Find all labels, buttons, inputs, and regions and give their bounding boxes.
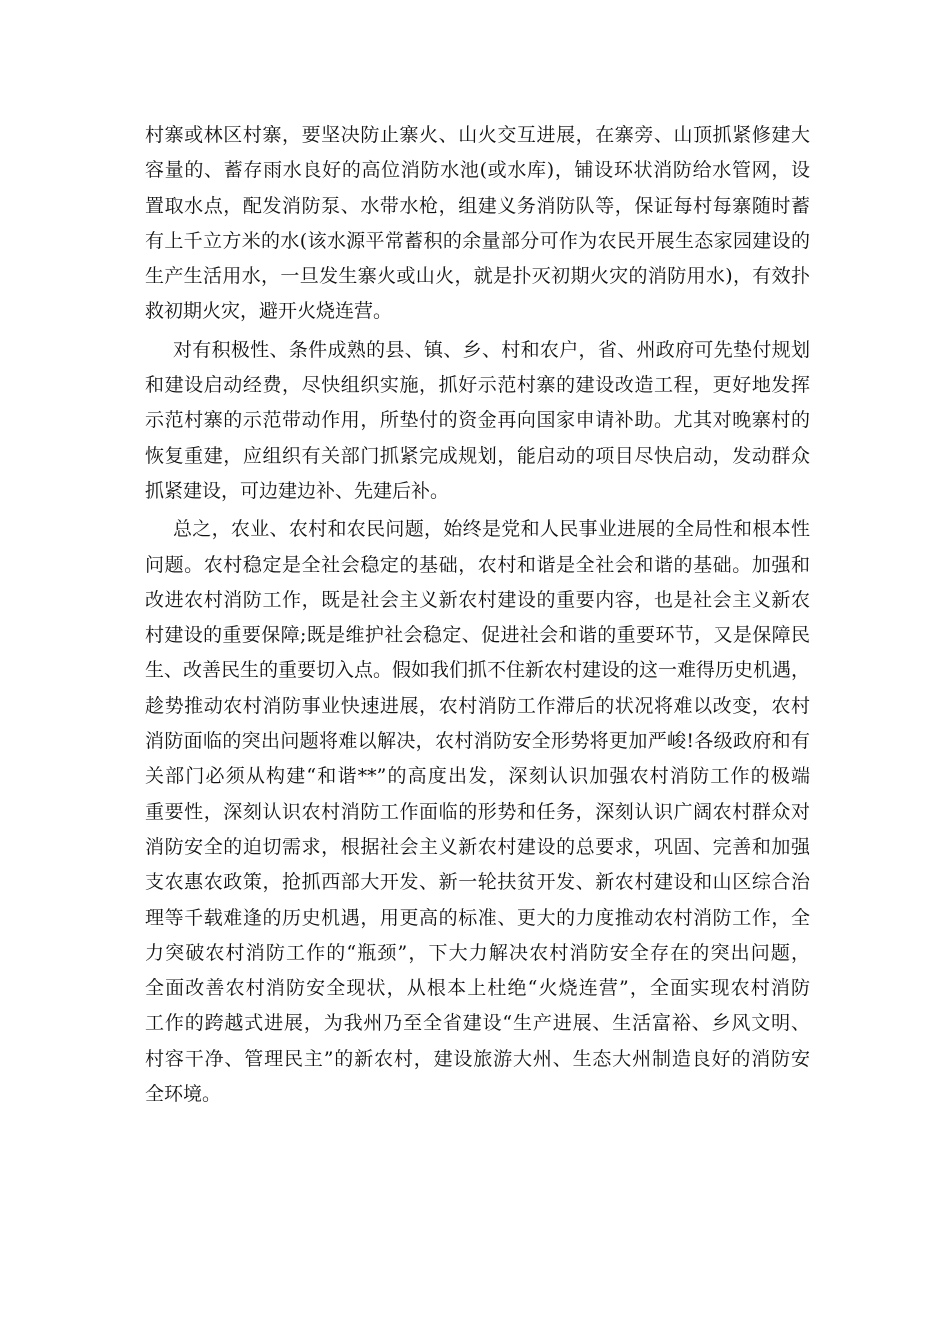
paragraph-1 bbox=[145, 118, 810, 330]
text-line: 问题。农村稳定是全社会稳定的基础，农村和谐是全社会和谐的基础。加强和 bbox=[145, 553, 810, 576]
text-line: 生、改善民生的重要切入点。假如我们抓不住新农村建设的这一难得历史机遇， bbox=[145, 659, 811, 682]
document-body bbox=[145, 118, 810, 1115]
text-line: 重要性，深刻认识农村消防工作面临的形势和任务，深刻认识广阔农村群众对 bbox=[145, 800, 810, 823]
text-line: 救初期火灾，避开火烧连营。 bbox=[145, 300, 393, 323]
text-line: 消防安全的迫切需求，根据社会主义新农村建设的总要求，巩固、完善和加强 bbox=[145, 835, 810, 858]
text-line: 理等千载难逢的历史机遇，用更高的标准、更大的力度推动农村消防工作，全 bbox=[145, 906, 810, 929]
text-line: 抓紧建设，可边建边补、先建后补。 bbox=[145, 479, 450, 502]
paragraph-3 bbox=[145, 512, 810, 1112]
text-line: 村容干净、管理民主”的新农村，建设旅游大州、生态大州制造良好的消防安 bbox=[145, 1047, 810, 1070]
text-line: 置取水点，配发消防泵、水带水枪，组建义务消防队等，保证每村每寨随时蓄 bbox=[145, 194, 810, 217]
text-line: 对有积极性、条件成熟的县、镇、乡、村和农户，省、州政府可先垫付规划 bbox=[173, 338, 810, 361]
text-line: 和建设启动经费，尽快组织实施，抓好示范村寨的建设改造工程，更好地发挥 bbox=[145, 374, 810, 397]
text-line: 示范村寨的示范带动作用，所垫付的资金再向国家申请补助。尤其对晚寨村的 bbox=[145, 409, 810, 432]
text-line: 支农惠农政策，抢抓西部大开发、新一轮扶贫开发、新农村建设和山区综合治 bbox=[145, 871, 810, 894]
text-line: 改进农村消防工作，既是社会主义新农村建设的重要内容，也是社会主义新农 bbox=[145, 588, 810, 611]
text-line: 村建设的重要保障;既是维护社会稳定、促进社会和谐的重要环节，又是保障民 bbox=[145, 624, 810, 647]
text-line: 消防面临的突出问题将难以解决，农村消防安全形势将更加严峻!各级政府和有 bbox=[145, 730, 810, 753]
text-line: 工作的跨越式进展，为我州乃至全省建设“生产进展、生活富裕、乡风文明、 bbox=[145, 1012, 810, 1035]
text-line: 生产生活用水，一旦发生寨火或山火，就是扑灭初期火灾的消防用水)，有效扑 bbox=[145, 265, 810, 288]
text-line: 有上千立方米的水(该水源平常蓄积的余量部分可作为农民开展生态家园建设的 bbox=[145, 229, 810, 252]
text-line: 趁势推动农村消防事业快速进展，农村消防工作滞后的状况将难以改变，农村 bbox=[145, 694, 810, 717]
paragraph-2 bbox=[145, 333, 810, 509]
text-line: 容量的、蓄存雨水良好的高位消防水池(或水库)，铺设环状消防给水管网，设 bbox=[145, 159, 810, 182]
text-line: 总之，农业、农村和农民问题，始终是党和人民事业进展的全局性和根本性 bbox=[173, 518, 810, 541]
text-line: 关部门必须从构建“和谐**”的高度出发，深刻认识加强农村消防工作的极端 bbox=[145, 765, 810, 788]
text-line: 全面改善农村消防安全现状，从根本上杜绝“火烧连营”，全面实现农村消防 bbox=[145, 977, 810, 1000]
text-line: 村寨或林区村寨，要坚决防止寨火、山火交互进展，在寨旁、山顶抓紧修建大 bbox=[145, 124, 810, 146]
text-line: 力突破农村消防工作的“瓶颈”，下大力解决农村消防安全存在的突出问题， bbox=[145, 941, 810, 964]
text-line: 全环境。 bbox=[145, 1083, 222, 1106]
text-line: 恢复重建，应组织有关部门抓紧完成规划，能启动的项目尽快启动，发动群众 bbox=[145, 444, 810, 467]
